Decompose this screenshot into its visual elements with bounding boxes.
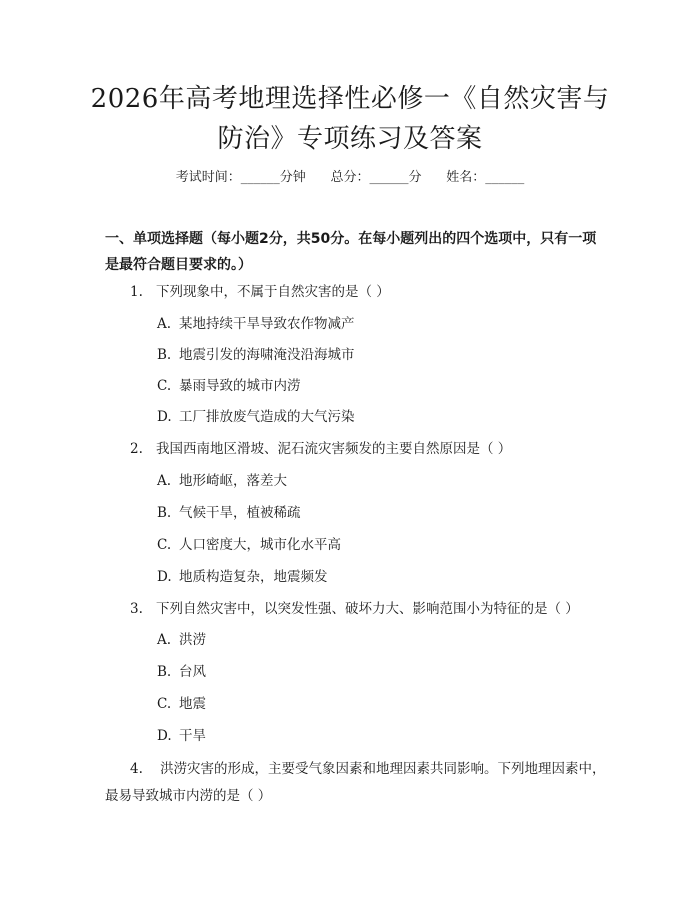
question-2-option-c[interactable]	[157, 535, 341, 555]
question-3-option-d[interactable]	[157, 726, 206, 746]
option-label: A.	[157, 316, 172, 332]
option-label: C.	[157, 696, 172, 712]
option-text: 某地持续干旱导致农作物减产	[179, 316, 355, 332]
question-number: 4.	[130, 761, 143, 777]
option-label: D.	[157, 728, 172, 744]
option-label: A.	[157, 473, 172, 489]
question-1-option-c[interactable]	[157, 376, 301, 396]
option-text: 地震	[179, 696, 206, 712]
option-text: 暴雨导致的城市内涝	[179, 378, 301, 394]
question-2	[105, 436, 615, 463]
question-3	[105, 596, 615, 623]
question-1	[105, 279, 615, 306]
question-3-option-b[interactable]	[157, 662, 206, 682]
option-label: B.	[157, 347, 172, 363]
question-1-option-b[interactable]	[157, 345, 355, 365]
question-1-option-d[interactable]	[157, 407, 355, 427]
question-4	[105, 756, 615, 810]
option-text: 地形崎岖，落差大	[179, 473, 287, 489]
question-number: 3.	[130, 601, 143, 617]
question-2-option-d[interactable]	[157, 567, 328, 587]
option-text: 台风	[179, 664, 206, 680]
question-3-option-a[interactable]	[157, 630, 206, 650]
question-stem: 下列自然灾害中，以突发性强、破坏力大、影响范围小为特征的是（ ）	[156, 601, 579, 617]
question-stem: 洪涝灾害的形成，主要受气象因素和地理因素共同影响。下列地理因素中，最易导致城市内涝的是（ ）	[105, 761, 606, 804]
option-label: C.	[157, 378, 172, 394]
question-1-option-a[interactable]	[157, 314, 355, 334]
option-text: 地震引发的海啸淹没沿海城市	[179, 347, 355, 363]
option-label: C.	[157, 537, 172, 553]
option-text: 人口密度大，城市化水平高	[179, 537, 341, 553]
option-label: D.	[157, 409, 172, 425]
page-title-line-1: 2026年高考地理选择性必修一《自然灾害与	[90, 84, 610, 114]
option-label: B.	[157, 664, 172, 680]
option-text: 地质构造复杂，地震频发	[179, 569, 328, 585]
question-2-option-a[interactable]	[157, 471, 287, 491]
option-label: B.	[157, 505, 172, 521]
option-text: 干旱	[179, 728, 206, 744]
option-text: 工厂排放废气造成的大气污染	[179, 409, 355, 425]
option-text: 洪涝	[179, 632, 206, 648]
question-3-option-c[interactable]	[157, 694, 206, 714]
question-stem: 我国西南地区滑坡、泥石流灾害频发的主要自然原因是（ ）	[156, 441, 512, 457]
option-label: A.	[157, 632, 172, 648]
option-text: 气候干旱，植被稀疏	[179, 505, 301, 521]
question-number: 2.	[130, 441, 143, 457]
page-title-line-2: 防治》专项练习及答案	[217, 124, 483, 154]
exam-meta-line: 考试时间：______分钟 总分：______分 姓名：______	[175, 170, 525, 185]
question-stem: 下列现象中，不属于自然灾害的是（ ）	[156, 284, 390, 300]
section-heading: 一、单项选择题（每小题2分，共50分。在每小题列出的四个选项中，只有一项是最符合题目要求的。）	[105, 231, 597, 273]
question-number: 1.	[130, 284, 143, 300]
option-label: D.	[157, 569, 172, 585]
question-2-option-b[interactable]	[157, 503, 301, 523]
